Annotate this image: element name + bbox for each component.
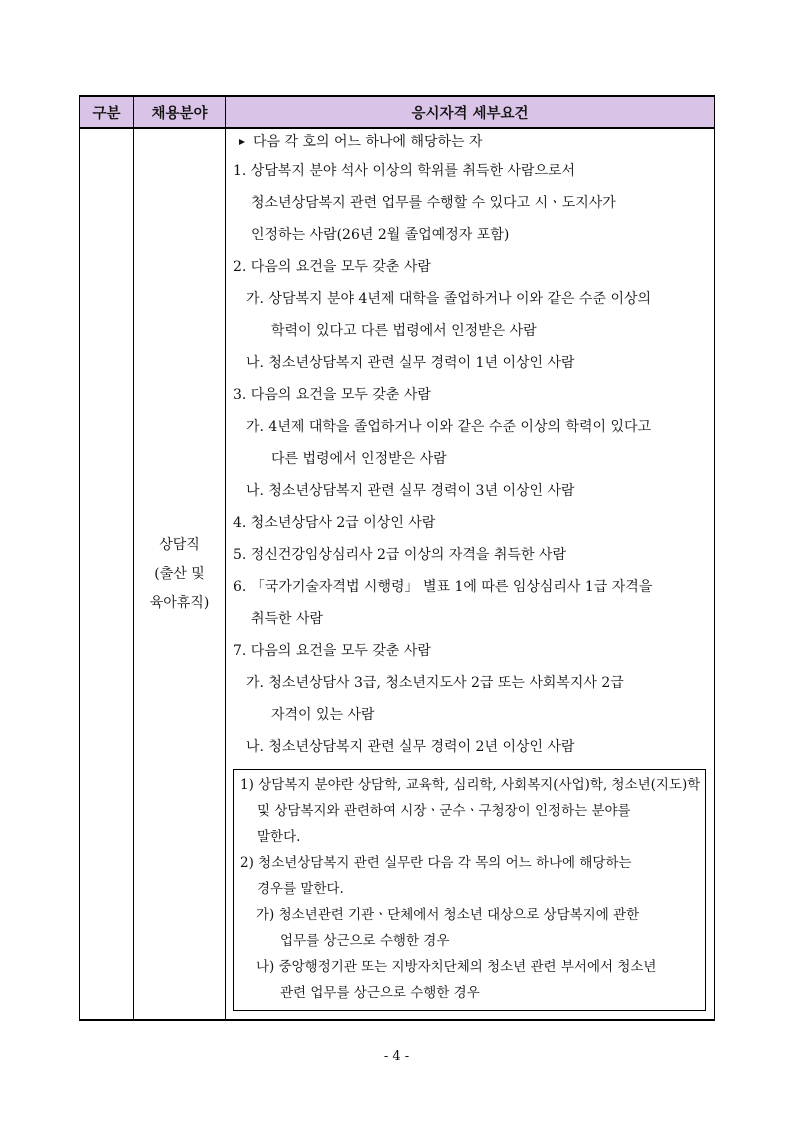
requirement-line <box>233 129 706 155</box>
field-name: 상담직 <box>159 536 200 553</box>
qualification-table <box>79 95 715 1021</box>
triangle-bullet-icon <box>239 139 245 145</box>
requirement-text: 5. 정신건강임상심리사 2급 이상의 자격을 취득한 사람 <box>233 547 566 563</box>
category-cell <box>80 128 134 1020</box>
field-note-line2: 육아휴직) <box>149 594 210 611</box>
table-row <box>80 128 715 1020</box>
notes-box <box>233 769 706 1011</box>
requirement-text: 학력이 있다고 다른 법령에서 인정받은 사람 <box>271 323 537 339</box>
note-text: 말한다. <box>257 829 301 845</box>
requirement-text: 가. 상담복지 분야 4년제 대학을 졸업하거나 이와 같은 수준 이상의 <box>246 291 652 307</box>
field-note-line1: (출산 및 <box>154 565 205 582</box>
requirement-text: 나. 청소년상담복지 관련 실무 경력이 3년 이상인 사람 <box>246 483 575 499</box>
note-line <box>240 928 697 954</box>
requirement-line <box>233 571 706 603</box>
header-requirements: 응시자격 세부요건 <box>226 96 715 128</box>
note-text: 2) 청소년상담복지 관련 실무란 다음 각 목의 어느 하나에 해당하는 <box>240 855 632 871</box>
requirement-line <box>233 251 706 283</box>
note-text: 나) 중앙행정기관 또는 지방자치단체의 청소년 관련 부서에서 청소년 <box>256 959 657 975</box>
requirement-line <box>233 219 706 251</box>
requirement-line <box>233 731 706 763</box>
requirement-line <box>233 443 706 475</box>
requirements-cell <box>226 128 715 1020</box>
requirement-text: 나. 청소년상담복지 관련 실무 경력이 2년 이상인 사람 <box>246 739 575 755</box>
requirement-line <box>233 699 706 731</box>
note-text: 경우를 말한다. <box>257 881 344 897</box>
note-text: 1) 상담복지 분야란 상담학, 교육학, 심리학, 사회복지(사업)학, 청소년(지도)학 <box>240 777 701 793</box>
requirement-line <box>233 155 706 187</box>
requirement-text: 나. 청소년상담복지 관련 실무 경력이 1년 이상인 사람 <box>246 355 575 371</box>
field-cell <box>134 128 226 1020</box>
requirement-line <box>233 411 706 443</box>
note-line <box>240 850 697 876</box>
note-text: 및 상담복지와 관련하여 시장ㆍ군수ㆍ구청장이 인정하는 분야를 <box>257 803 631 819</box>
note-line <box>240 798 697 824</box>
requirement-text: 취득한 사람 <box>251 611 324 627</box>
requirement-line <box>233 475 706 507</box>
requirement-line <box>233 507 706 539</box>
note-line <box>240 954 697 980</box>
header-category: 구분 <box>80 96 134 128</box>
requirement-text: 가. 청소년상담사 3급, 청소년지도사 2급 또는 사회복지사 2급 <box>246 675 624 691</box>
requirement-text: 다른 법령에서 인정받은 사람 <box>271 451 447 467</box>
requirement-text: 7. 다음의 요건을 모두 갖춘 사람 <box>233 643 431 659</box>
requirements-list <box>233 129 706 763</box>
note-line <box>240 876 697 902</box>
requirement-line <box>233 283 706 315</box>
requirement-line <box>233 603 706 635</box>
requirement-line <box>233 635 706 667</box>
requirement-text: 1. 상담복지 분야 석사 이상의 학위를 취득한 사람으로서 <box>233 163 576 179</box>
requirement-line <box>233 539 706 571</box>
requirement-line <box>233 667 706 699</box>
requirement-text: 자격이 있는 사람 <box>271 707 375 723</box>
note-text: 관련 업무를 상근으로 수행한 경우 <box>280 985 480 1001</box>
header-field: 채용분야 <box>134 96 226 128</box>
requirement-text: 4. 청소년상담사 2급 이상인 사람 <box>233 515 436 531</box>
requirement-text: 3. 다음의 요건을 모두 갖춘 사람 <box>233 387 431 403</box>
note-line <box>240 980 697 1006</box>
requirement-text: 인정하는 사람(26년 2월 졸업예정자 포함) <box>251 227 510 243</box>
requirement-text: 다음 각 호의 어느 하나에 해당하는 자 <box>253 134 483 150</box>
note-text: 업무를 상근으로 수행한 경우 <box>280 933 450 949</box>
table-header-row <box>80 96 715 128</box>
note-line <box>240 902 697 928</box>
requirement-line <box>233 187 706 219</box>
requirement-line <box>233 379 706 411</box>
requirement-text: 청소년상담복지 관련 업무를 수행할 수 있다고 시ㆍ도지사가 <box>251 195 616 211</box>
requirement-line <box>233 315 706 347</box>
requirement-text: 2. 다음의 요건을 모두 갖춘 사람 <box>233 259 431 275</box>
requirement-text: 6. 「국가기술자격법 시행령」 별표 1에 따른 임상심리사 1급 자격을 <box>233 579 653 595</box>
note-text: 가) 청소년관련 기관ㆍ단체에서 청소년 대상으로 상담복지에 관한 <box>256 907 640 923</box>
note-line <box>240 772 701 798</box>
note-line <box>240 824 697 850</box>
requirement-text: 가. 4년제 대학을 졸업하거나 이와 같은 수준 이상의 학력이 있다고 <box>246 419 652 435</box>
requirement-line <box>233 347 706 379</box>
page-number: - 4 - <box>383 1049 410 1064</box>
